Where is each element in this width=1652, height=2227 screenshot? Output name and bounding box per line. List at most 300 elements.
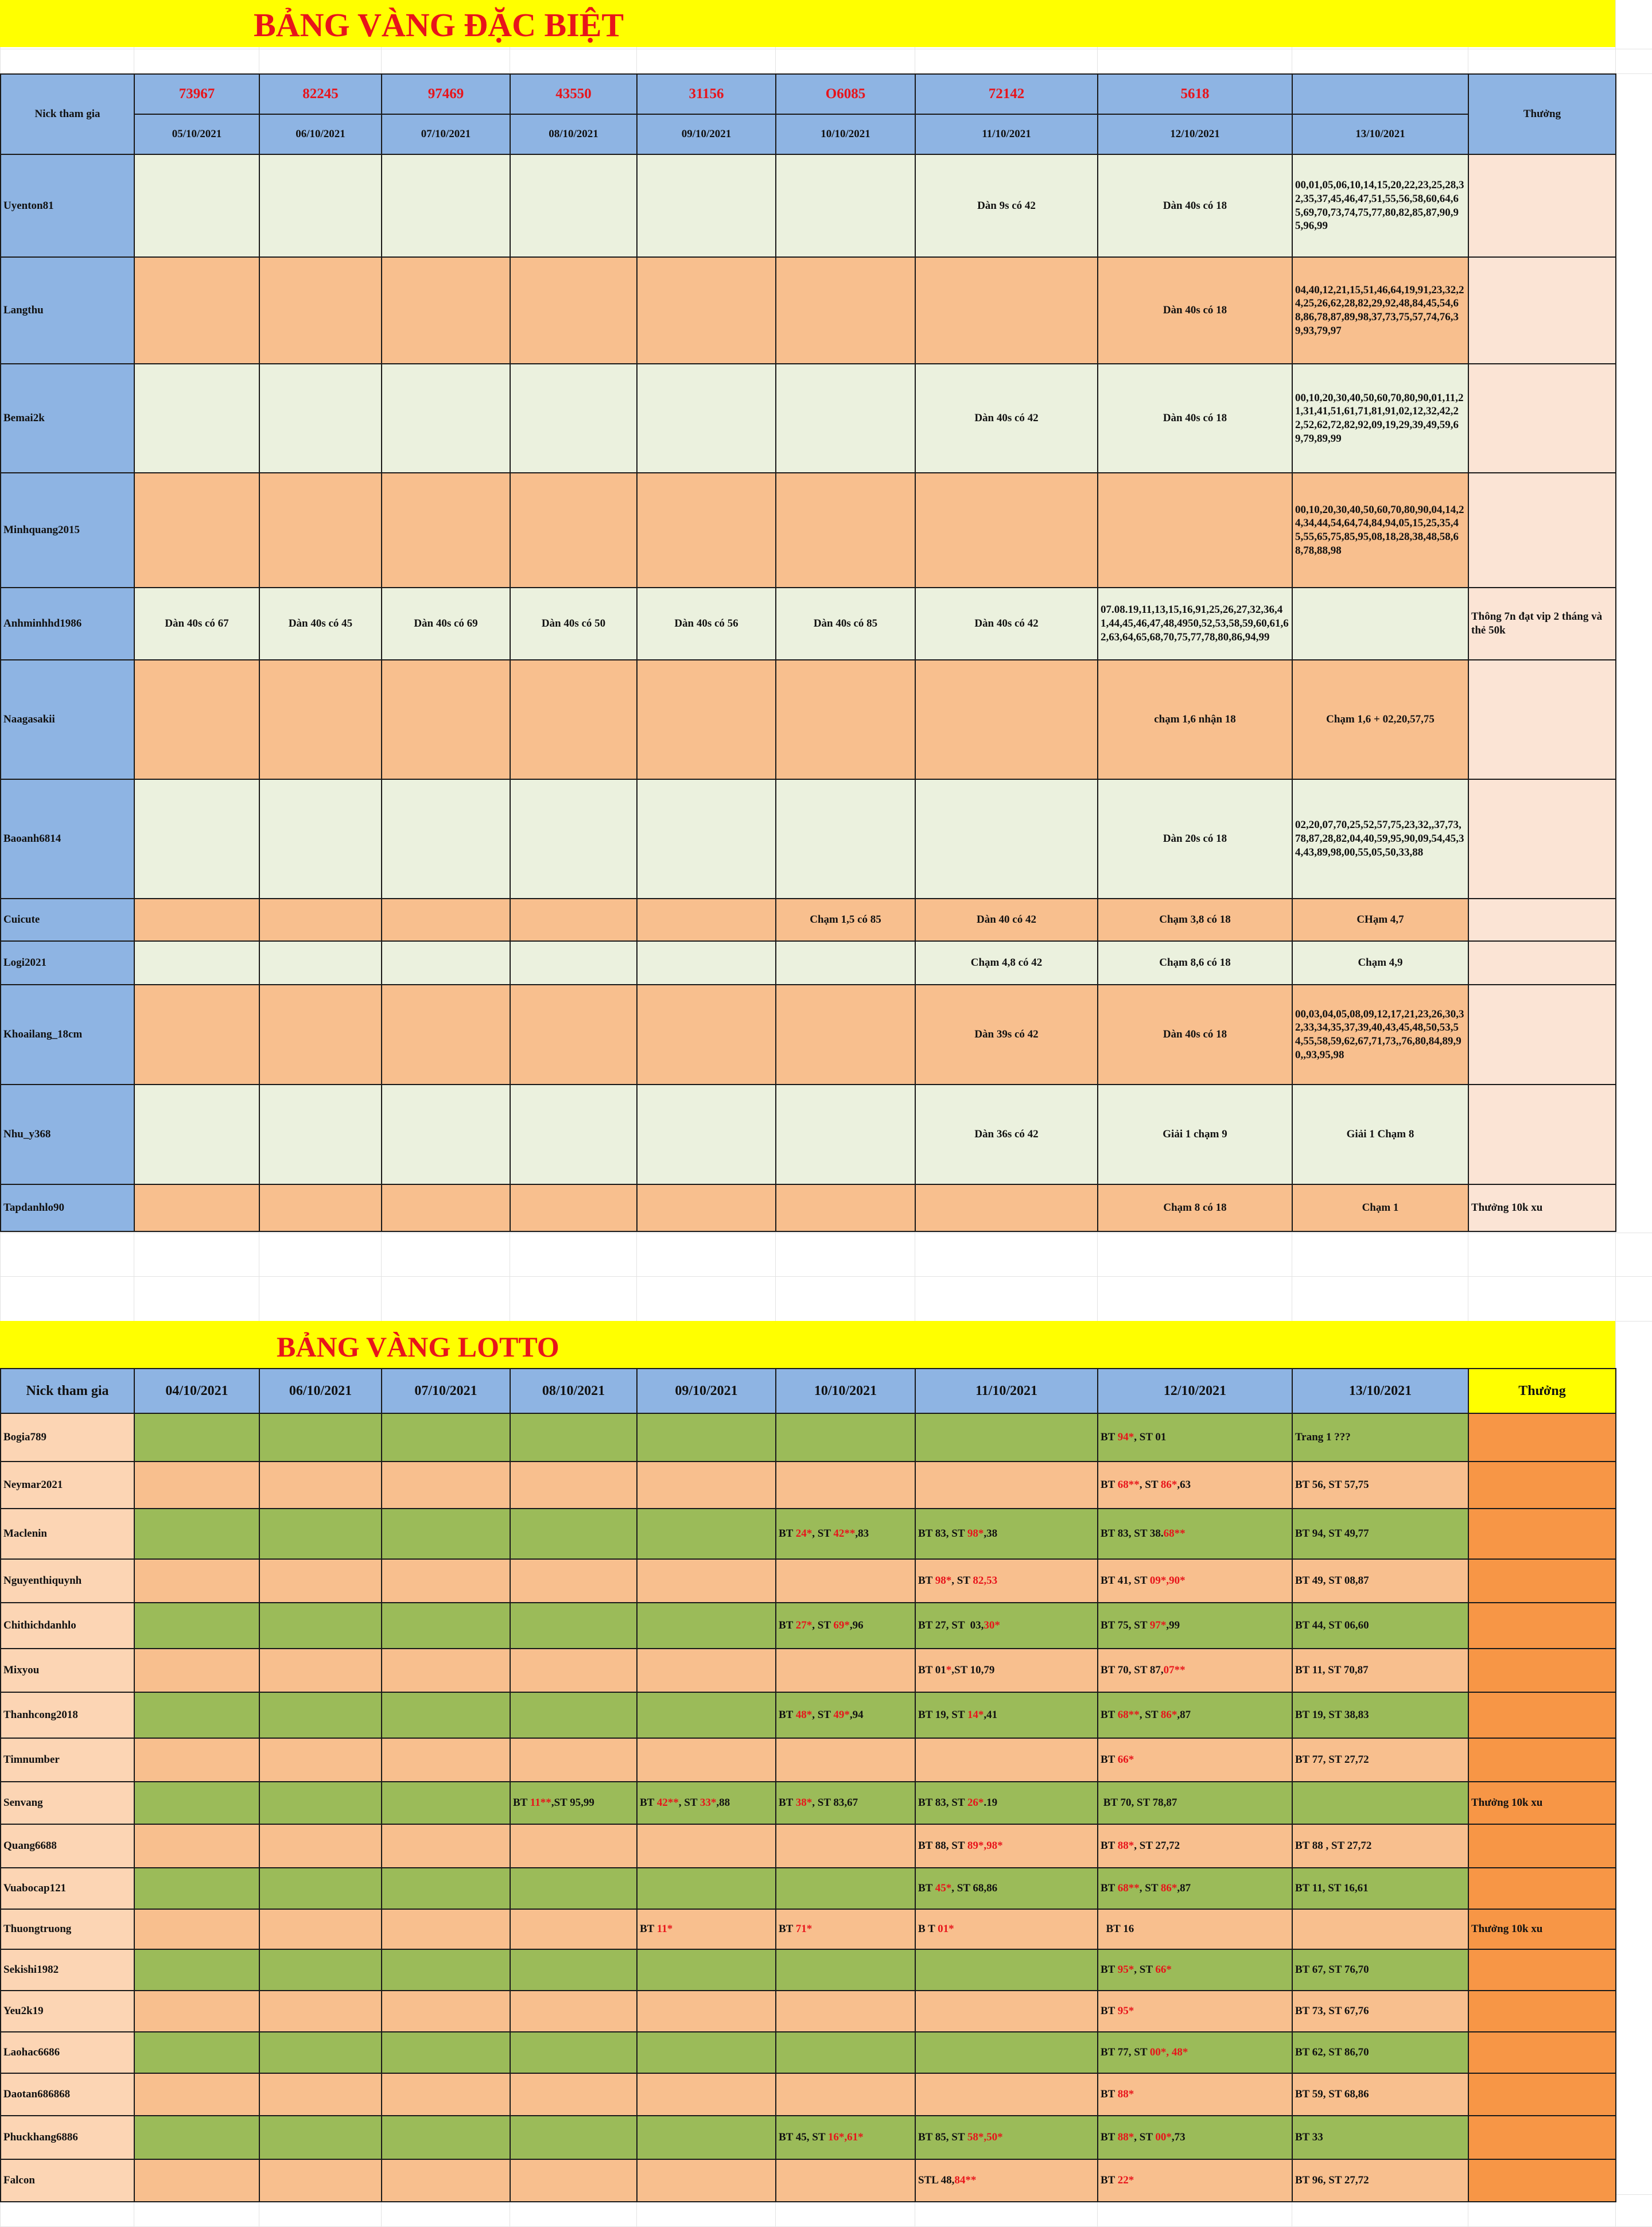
entry-cell <box>637 1738 776 1782</box>
entry-text: BT 19, ST 38,83 <box>1295 1709 1369 1721</box>
entry-cell <box>1098 1909 1292 1949</box>
entry-text: BT <box>1101 2088 1118 2101</box>
entry-text: BT 56, ST 57,75 <box>1295 1479 1369 1491</box>
entry-cell <box>510 660 637 779</box>
entry-cell <box>510 1909 637 1949</box>
entry-cell: Chạm 8 có 18 <box>1098 1184 1292 1231</box>
entry-cell: Dàn 9s có 42 <box>915 154 1098 257</box>
entry-cell: chạm 1,6 nhận 18 <box>1098 660 1292 779</box>
entry-cell <box>510 1868 637 1909</box>
reward-cell <box>1468 1738 1616 1782</box>
entry-cell <box>134 1868 259 1909</box>
entry-cell <box>1292 588 1468 660</box>
entry-cell <box>259 2159 382 2202</box>
nick-cell: Bemai2k <box>1 364 134 473</box>
reward-cell <box>1468 1603 1616 1649</box>
entry-cell <box>1098 2073 1292 2116</box>
entry-cell: Chạm 3,8 có 18 <box>1098 899 1292 941</box>
entry-cell <box>915 1782 1098 1824</box>
date-header: 12/10/2021 <box>1098 1369 1292 1413</box>
entry-text: ,88 <box>716 1797 730 1809</box>
entry-cell <box>637 2073 776 2116</box>
entry-cell <box>915 2032 1098 2073</box>
entry-cell <box>134 1824 259 1868</box>
entry-cell: 00,10,20,30,40,50,60,70,80,90,04,14,24,34,44,54,64,74,84,94,05,15,25,35,45,55,65,75,85,95,08,18,28,38,48,58,68,78,88,98 <box>1292 473 1468 588</box>
entry-text: BT 01 <box>918 1664 946 1677</box>
table-row <box>1 1868 1616 1909</box>
entry-cell <box>776 2073 915 2116</box>
entry-cell <box>259 2032 382 2073</box>
entry-cell <box>259 1085 382 1184</box>
entry-cell <box>776 1782 915 1824</box>
entry-cell <box>510 154 637 257</box>
date-header: 06/10/2021 <box>259 114 382 154</box>
nick-cell: Vuabocap121 <box>1 1868 134 1909</box>
table-row <box>1 1413 1616 1462</box>
entry-cell <box>1098 1413 1292 1462</box>
nick-cell: Maclenin <box>1 1509 134 1559</box>
entry-cell <box>776 1738 915 1782</box>
entry-cell <box>259 1868 382 1909</box>
nick-cell: Timnumber <box>1 1738 134 1782</box>
entry-cell <box>1292 1649 1468 1692</box>
entry-cell <box>510 1949 637 1991</box>
reward-cell <box>1468 1649 1616 1692</box>
entry-cell <box>1292 1559 1468 1603</box>
entry-text: BT <box>1101 1431 1118 1444</box>
entry-cell <box>259 1991 382 2032</box>
entry-cell: CHạm 4,7 <box>1292 899 1468 941</box>
date-header: 12/10/2021 <box>1098 114 1292 154</box>
hit-number: 68** <box>1117 1479 1140 1491</box>
entry-cell <box>134 1413 259 1462</box>
entry-cell <box>134 257 259 364</box>
hit-number: 66* <box>1155 1964 1172 1976</box>
reward-cell <box>1468 985 1616 1085</box>
entry-cell <box>915 1413 1098 1462</box>
entry-cell: Dàn 40s có 18 <box>1098 257 1292 364</box>
date-header: 08/10/2021 <box>510 114 637 154</box>
hit-number: 95* <box>1117 2005 1134 2018</box>
entry-cell <box>776 2159 915 2202</box>
entry-cell <box>259 660 382 779</box>
entry-text: ,94 <box>849 1709 864 1721</box>
hit-number: 68** <box>1117 1882 1140 1895</box>
entry-cell: Dàn 39s có 42 <box>915 985 1098 1085</box>
hit-number: 27* <box>795 1619 813 1632</box>
entry-text: , ST 68,86 <box>951 1882 998 1895</box>
entry-cell <box>510 941 637 985</box>
entry-cell <box>134 1909 259 1949</box>
nick-cell: Naagasakii <box>1 660 134 779</box>
entry-text: , ST <box>1139 1882 1161 1895</box>
entry-cell <box>259 1559 382 1603</box>
reward-header: Thưởng <box>1468 1369 1616 1413</box>
entry-text: STL 48, <box>918 2174 955 2187</box>
entry-cell: Dàn 40s có 18 <box>1098 154 1292 257</box>
entry-cell <box>510 1509 637 1559</box>
entry-cell <box>1292 1413 1468 1462</box>
entry-cell <box>134 1991 259 2032</box>
nick-cell: Thanhcong2018 <box>1 1692 134 1738</box>
entry-cell <box>382 1649 510 1692</box>
lotto-header <box>1 1369 1616 1413</box>
entry-cell <box>776 779 915 899</box>
nick-header: Nick tham gia <box>1 74 134 154</box>
entry-cell <box>382 2159 510 2202</box>
reward-cell: Thông 7n đạt vip 2 tháng và thẻ 50k <box>1468 588 1616 660</box>
nick-cell: Chithichdanhlo <box>1 1603 134 1649</box>
entry-cell <box>510 1738 637 1782</box>
table-row <box>1 779 1616 899</box>
nick-cell: Uyenton81 <box>1 154 134 257</box>
table-row <box>1 1949 1616 1991</box>
entry-cell <box>776 1184 915 1231</box>
table-row <box>1 2073 1616 2116</box>
nick-cell: Quang6688 <box>1 1824 134 1868</box>
entry-cell <box>1098 1649 1292 1692</box>
entry-cell <box>134 779 259 899</box>
entry-text: ,73 <box>1171 2131 1185 2144</box>
entry-text: BT <box>1101 1882 1118 1895</box>
table-row <box>1 1603 1616 1649</box>
entry-cell <box>510 2032 637 2073</box>
entry-cell <box>134 1782 259 1824</box>
date-header: 06/10/2021 <box>259 1369 382 1413</box>
entry-text: BT 70, ST 78,87 <box>1101 1797 1177 1809</box>
reward-cell <box>1468 941 1616 985</box>
entry-cell: Dàn 36s có 42 <box>915 1085 1098 1184</box>
entry-text: BT <box>640 1797 657 1809</box>
entry-cell <box>382 2073 510 2116</box>
entry-cell <box>382 473 510 588</box>
table-row <box>1 1692 1616 1738</box>
entry-cell <box>1292 1991 1468 2032</box>
result-number: 73967 <box>134 74 259 114</box>
entry-cell <box>382 364 510 473</box>
lotto-title: BẢNG VÀNG LOTTO <box>277 1331 559 1363</box>
entry-cell <box>1098 1692 1292 1738</box>
reward-cell <box>1468 2159 1616 2202</box>
entry-text: , ST <box>951 1575 973 1587</box>
entry-cell <box>915 1949 1098 1991</box>
entry-cell <box>1292 1462 1468 1509</box>
table-row <box>1 2032 1616 2073</box>
hit-number: 86* <box>1160 1479 1177 1491</box>
table-row <box>1 1824 1616 1868</box>
table-row <box>1 364 1616 473</box>
entry-cell <box>259 1782 382 1824</box>
entry-cell <box>259 154 382 257</box>
entry-cell: Dàn 40 có 42 <box>915 899 1098 941</box>
nick-cell: Logi2021 <box>1 941 134 985</box>
reward-cell <box>1468 1509 1616 1559</box>
nick-cell: Sekishi1982 <box>1 1949 134 1991</box>
reward-cell <box>1468 1692 1616 1738</box>
table-row <box>1 985 1616 1085</box>
table-row <box>1 1782 1616 1824</box>
entry-text: BT <box>779 1923 796 1935</box>
hit-number: 14* <box>967 1709 984 1721</box>
entry-cell <box>1292 1782 1468 1824</box>
entry-cell <box>915 2159 1098 2202</box>
entry-cell <box>382 257 510 364</box>
entry-cell <box>776 660 915 779</box>
entry-cell: 00,10,20,30,40,50,60,70,80,90,01,11,21,31,41,51,61,71,81,91,02,12,32,42,22,52,62,72,82,92,09,19,29,39,49,59,69,79,89,99 <box>1292 364 1468 473</box>
entry-text: BT 45, ST <box>779 2131 828 2144</box>
date-header: 09/10/2021 <box>637 114 776 154</box>
reward-cell <box>1468 1824 1616 1868</box>
entry-cell <box>776 1824 915 1868</box>
entry-cell <box>776 985 915 1085</box>
hit-number: 33* <box>699 1797 717 1809</box>
entry-cell <box>259 473 382 588</box>
entry-cell <box>259 257 382 364</box>
entry-cell <box>915 2073 1098 2116</box>
entry-cell <box>915 1824 1098 1868</box>
entry-cell <box>1292 2032 1468 2073</box>
entry-cell <box>915 1692 1098 1738</box>
entry-text: .19 <box>984 1797 998 1809</box>
entry-cell <box>1098 1509 1292 1559</box>
entry-text: , ST 83,67 <box>812 1797 858 1809</box>
entry-cell <box>1292 1603 1468 1649</box>
entry-cell <box>915 1909 1098 1949</box>
date-header: 11/10/2021 <box>915 1369 1098 1413</box>
nick-cell: Senvang <box>1 1782 134 1824</box>
entry-cell <box>134 1738 259 1782</box>
entry-text: BT <box>1101 1479 1118 1491</box>
entry-cell <box>510 1184 637 1231</box>
entry-text: BT 62, ST 86,70 <box>1295 2046 1369 2059</box>
entry-cell <box>915 1738 1098 1782</box>
entry-cell <box>382 1868 510 1909</box>
reward-cell <box>1468 473 1616 588</box>
entry-cell: 00,03,04,05,08,09,12,17,21,23,26,30,32,33,34,35,37,39,40,43,45,48,50,53,54,55,58,59,62,67,71,73,,76,80,84,89,90,,93,95,98 <box>1292 985 1468 1085</box>
entry-text: , ST <box>812 1709 834 1721</box>
entry-text: BT 85, ST <box>918 2131 967 2144</box>
entry-cell <box>637 2159 776 2202</box>
entry-cell <box>510 1462 637 1509</box>
table-row <box>1 1184 1616 1231</box>
entry-cell <box>510 779 637 899</box>
entry-cell <box>259 1738 382 1782</box>
entry-text: BT 16 <box>1101 1923 1134 1935</box>
entry-text: BT <box>779 1709 796 1721</box>
date-header: 13/10/2021 <box>1292 1369 1468 1413</box>
entry-cell <box>382 1692 510 1738</box>
entry-cell <box>134 1649 259 1692</box>
entry-text: BT <box>640 1923 657 1935</box>
entry-cell <box>637 2032 776 2073</box>
entry-text: ,38 <box>984 1528 998 1540</box>
reward-header: Thưởng <box>1468 74 1616 154</box>
date-header: 07/10/2021 <box>382 1369 510 1413</box>
entry-cell <box>259 1184 382 1231</box>
hit-number: 11* <box>656 1923 673 1935</box>
nick-cell: Nhu_y368 <box>1 1085 134 1184</box>
entry-cell <box>1292 1909 1468 1949</box>
entry-cell <box>915 1649 1098 1692</box>
entry-text: BT 94, ST 49,77 <box>1295 1528 1369 1540</box>
entry-cell: Dàn 40s có 69 <box>382 588 510 660</box>
entry-text: , ST <box>1139 1479 1161 1491</box>
entry-cell <box>1292 1949 1468 1991</box>
entry-cell <box>1292 2073 1468 2116</box>
entry-cell <box>1292 1868 1468 1909</box>
hit-number: 98* <box>935 1575 952 1587</box>
entry-cell <box>1292 1509 1468 1559</box>
nick-cell: Laohac6686 <box>1 2032 134 2073</box>
reward-cell <box>1468 364 1616 473</box>
entry-cell <box>382 1462 510 1509</box>
entry-cell <box>382 1603 510 1649</box>
entry-cell <box>776 1509 915 1559</box>
entry-cell <box>637 899 776 941</box>
entry-cell: Chạm 1 <box>1292 1184 1468 1231</box>
entry-cell <box>510 2159 637 2202</box>
entry-cell <box>134 1559 259 1603</box>
entry-cell <box>637 660 776 779</box>
entry-cell: 04,40,12,21,15,51,46,64,19,91,23,32,24,25,26,62,28,82,29,92,48,84,45,54,68,86,78,87,89,98,37,73,75,57,74,76,39,93,79,97 <box>1292 257 1468 364</box>
entry-cell: Chạm 4,9 <box>1292 941 1468 985</box>
entry-cell <box>776 1909 915 1949</box>
entry-cell <box>134 2073 259 2116</box>
nick-cell: Minhquang2015 <box>1 473 134 588</box>
nick-cell: Khoailang_18cm <box>1 985 134 1085</box>
reward-cell <box>1468 1868 1616 1909</box>
hit-number: 86* <box>1160 1709 1177 1721</box>
entry-cell <box>134 154 259 257</box>
entry-cell <box>259 1692 382 1738</box>
nick-cell: Langthu <box>1 257 134 364</box>
entry-cell: Dàn 40s có 45 <box>259 588 382 660</box>
result-number: 31156 <box>637 74 776 114</box>
entry-cell <box>915 1559 1098 1603</box>
date-header: 09/10/2021 <box>637 1369 776 1413</box>
entry-cell <box>637 364 776 473</box>
entry-cell <box>510 1085 637 1184</box>
entry-cell: 02,20,07,70,25,52,57,75,23,32,,37,73,78,87,28,82,04,40,59,95,90,09,54,45,34,43,89,98,00,55,05,50,33,88 <box>1292 779 1468 899</box>
entry-cell <box>1292 2116 1468 2159</box>
entry-text: BT 67, ST 76,70 <box>1295 1964 1369 1976</box>
entry-text: BT <box>1101 2131 1118 2144</box>
entry-cell <box>382 1949 510 1991</box>
entry-cell <box>1098 1603 1292 1649</box>
entry-cell <box>915 1603 1098 1649</box>
entry-cell <box>382 1413 510 1462</box>
entry-cell <box>510 2073 637 2116</box>
entry-text: ,83 <box>855 1528 869 1540</box>
entry-cell <box>776 154 915 257</box>
table-row <box>1 1649 1616 1692</box>
entry-cell: Dàn 40s có 18 <box>1098 364 1292 473</box>
hit-number: 26* <box>967 1797 984 1809</box>
special-banner <box>0 0 1615 47</box>
nick-header: Nick tham gia <box>1 1369 134 1413</box>
entry-text: BT <box>513 1797 530 1809</box>
entry-cell <box>382 1909 510 1949</box>
entry-cell: Chạm 1,5 có 85 <box>776 899 915 941</box>
reward-cell: Thưởng 10k xu <box>1468 1782 1616 1824</box>
table-row <box>1 1909 1616 1949</box>
table-row <box>1 941 1616 985</box>
hit-number: 66* <box>1117 1754 1134 1766</box>
entry-text: , ST 27,72 <box>1134 1840 1180 1852</box>
entry-cell <box>259 1909 382 1949</box>
entry-text: , ST 01 <box>1134 1431 1167 1444</box>
entry-text: ,96 <box>849 1619 864 1632</box>
entry-cell <box>510 1824 637 1868</box>
entry-cell <box>510 257 637 364</box>
nick-cell: Nguyenthiquynh <box>1 1559 134 1603</box>
entry-text: BT 96, ST 27,72 <box>1295 2174 1369 2187</box>
reward-cell <box>1468 660 1616 779</box>
entry-cell <box>134 1509 259 1559</box>
hit-number: 98* <box>967 1528 984 1540</box>
hit-number: 68** <box>1117 1709 1140 1721</box>
entry-text: BT 77, ST 27,72 <box>1295 1754 1369 1766</box>
entry-cell <box>510 985 637 1085</box>
entry-cell <box>637 257 776 364</box>
entry-cell <box>134 1462 259 1509</box>
entry-text: BT 49, ST 08,87 <box>1295 1575 1369 1587</box>
entry-cell <box>776 2032 915 2073</box>
reward-cell <box>1468 779 1616 899</box>
reward-cell <box>1468 2116 1616 2159</box>
entry-cell <box>134 1184 259 1231</box>
reward-cell: Thưởng 10k xu <box>1468 1909 1616 1949</box>
table-row <box>1 2116 1616 2159</box>
special-header-numbers <box>1 74 1616 114</box>
entry-cell <box>134 1085 259 1184</box>
entry-cell <box>510 1649 637 1692</box>
entry-cell <box>1098 1738 1292 1782</box>
hit-number: 88* <box>1117 1840 1134 1852</box>
lotto-banner <box>0 1321 1615 1368</box>
entry-cell <box>637 154 776 257</box>
entry-cell: Chạm 4,8 có 42 <box>915 941 1098 985</box>
entry-text: BT <box>1101 1840 1118 1852</box>
nick-cell: Daotan686868 <box>1 2073 134 2116</box>
entry-cell <box>637 1649 776 1692</box>
entry-text: BT <box>918 1575 935 1587</box>
entry-cell <box>915 1509 1098 1559</box>
entry-cell <box>1098 1462 1292 1509</box>
entry-cell: Dàn 40s có 56 <box>637 588 776 660</box>
hit-number: 00* <box>1155 2131 1172 2144</box>
table-row <box>1 899 1616 941</box>
hit-number: 16*,61* <box>827 2131 864 2144</box>
hit-number: 88* <box>1117 2088 1134 2101</box>
entry-cell: Giải 1 Chạm 8 <box>1292 1085 1468 1184</box>
entry-cell: Chạm 8,6 có 18 <box>1098 941 1292 985</box>
nick-cell: Thuongtruong <box>1 1909 134 1949</box>
entry-cell <box>382 1559 510 1603</box>
special-title: BẢNG VÀNG ĐẶC BIỆT <box>254 6 624 44</box>
entry-cell <box>776 1868 915 1909</box>
entry-cell <box>1098 2116 1292 2159</box>
entry-cell <box>134 899 259 941</box>
entry-cell <box>776 1462 915 1509</box>
hit-number: 89*,98* <box>967 1840 1003 1852</box>
entry-cell <box>776 1603 915 1649</box>
hit-number: 00*, 48* <box>1149 2046 1188 2059</box>
entry-cell <box>915 779 1098 899</box>
hit-number: 82,53 <box>973 1575 998 1587</box>
entry-text: BT 41, ST <box>1101 1575 1150 1587</box>
reward-cell <box>1468 1991 1616 2032</box>
